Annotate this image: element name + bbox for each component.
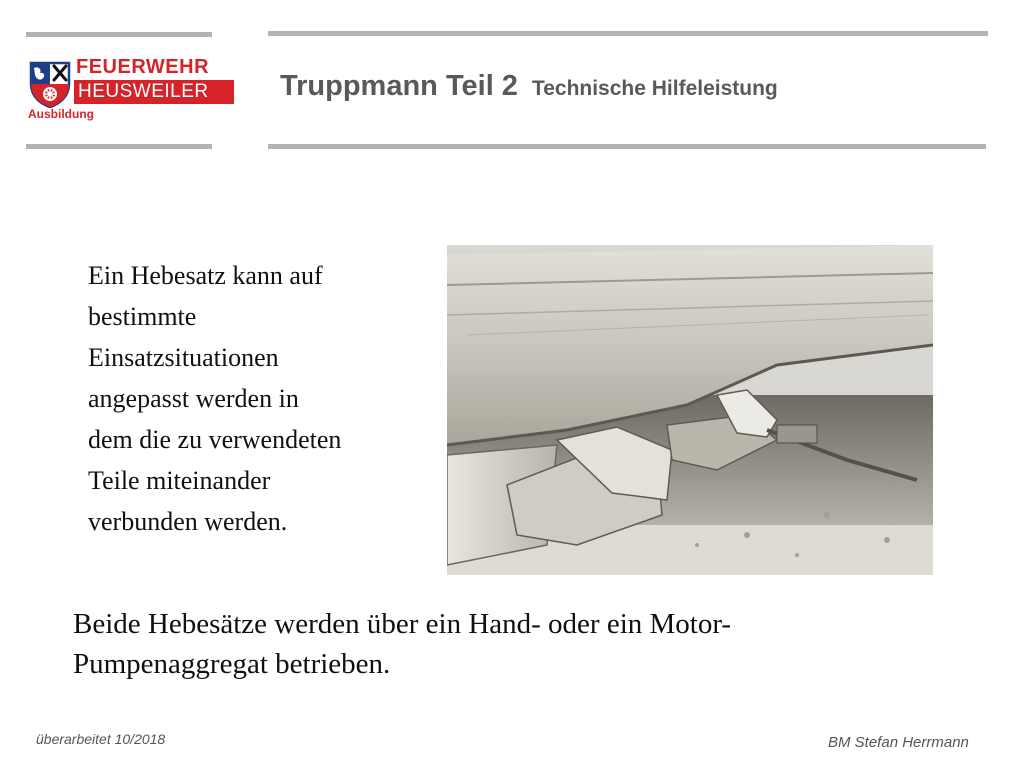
lifting-bag-photo — [447, 245, 933, 575]
logo-text-feuerwehr: FEUERWEHR — [76, 56, 210, 78]
footer-revision-date: überarbeitet 10/2018 — [36, 731, 166, 747]
paragraph-line: Teile miteinander — [88, 466, 271, 495]
description-paragraph — [88, 255, 438, 542]
page-title — [280, 70, 778, 103]
feuerwehr-logo — [28, 56, 218, 124]
title-subtitle: Technische Hilfeleistung — [531, 77, 778, 100]
logo-text-heusweiler: HEUSWEILER — [74, 80, 234, 104]
paragraph-line: Ein Hebesatz kann auf — [88, 261, 323, 290]
paragraph-line: angepasst werden in — [88, 384, 299, 413]
header-rule-top-right — [268, 31, 988, 36]
paragraph-line: Einsatzsituationen — [88, 343, 279, 372]
header-rule-bottom-right — [268, 144, 986, 149]
summary-line: Pumpenaggregat betrieben. — [73, 648, 391, 680]
summary-line: Beide Hebesätze werden über ein Hand- oder ein Motor- — [73, 608, 732, 640]
coat-of-arms-icon — [28, 60, 72, 108]
logo-text-ausbildung: Ausbildung — [28, 107, 94, 121]
footer-author: BM Stefan Herrmann — [828, 734, 969, 751]
paragraph-line: bestimmte — [88, 302, 197, 331]
header-rule-top-left — [26, 32, 212, 37]
header-rule-bottom-left — [26, 144, 212, 149]
summary-paragraph — [73, 604, 973, 684]
title-main: Truppmann Teil 2 — [280, 70, 518, 102]
paragraph-line: dem die zu verwendeten — [88, 425, 342, 454]
paragraph-line: verbunden werden. — [88, 507, 288, 536]
